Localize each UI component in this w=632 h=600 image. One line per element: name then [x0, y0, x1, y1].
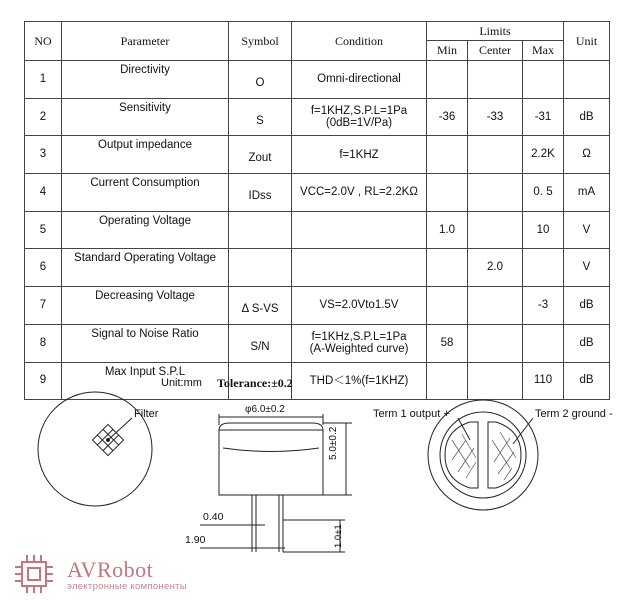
filter-label: Filter	[134, 408, 159, 420]
row-no: 2	[25, 98, 62, 136]
row-max: 2.2K	[523, 136, 564, 174]
row-no: 3	[25, 136, 62, 174]
row-max: 10	[523, 211, 564, 249]
tolerance-label: Tolerance:±0.2	[217, 376, 293, 390]
row-min: 1.0	[427, 211, 468, 249]
row-symbol: Δ S-VS	[229, 287, 292, 325]
row-parameter-text: Standard Operating Voltage	[74, 252, 216, 265]
term2-label: Term 2 ground -	[535, 408, 613, 420]
header-min: Min	[427, 41, 468, 61]
row-parameter-text: Max Input S.P.L	[104, 365, 186, 378]
row-no: 5	[25, 211, 62, 249]
row-condition-line1: f=1KHZ,S.P.L=1Pa	[310, 105, 408, 118]
row-parameter-text: Decreasing Voltage	[95, 290, 195, 303]
header-no: NO	[25, 22, 62, 61]
row-unit: Ω	[564, 136, 610, 174]
row-min: -36	[427, 98, 468, 136]
term1-label: Term 1 output +	[373, 408, 450, 420]
row-unit: dB	[564, 324, 610, 362]
row-condition-line2: (A-Weighted curve)	[309, 343, 409, 356]
logo-subtitle: электронные компоненты	[67, 581, 187, 592]
diameter-dimension: φ6.0±0.2	[245, 404, 285, 415]
row-no: 9	[25, 362, 62, 400]
row-condition-line1: VS=2.0Vto1.5V	[319, 299, 399, 312]
header-center: Center	[468, 41, 523, 61]
row-no: 8	[25, 324, 62, 362]
row-symbol: S	[229, 98, 292, 136]
row-parameter-text: Directivity	[120, 64, 170, 76]
row-condition-line2: (0dB=1V/Pa)	[325, 117, 393, 130]
row-condition-line1: VCC=2.0V , RL=2.2KΩ	[300, 186, 418, 199]
height-dimension: 5.0±0.2	[328, 426, 339, 460]
row-parameter-text: Signal to Noise Ratio	[91, 327, 199, 340]
row-unit: V	[564, 249, 610, 287]
header-limits: Limits	[427, 22, 564, 41]
row-unit: dB	[564, 362, 610, 400]
chip-icon	[12, 552, 56, 596]
row-parameter-text: Sensitivity	[119, 101, 171, 114]
header-symbol: Symbol	[229, 22, 292, 61]
row-max: -3	[523, 287, 564, 325]
row-max: -31	[523, 98, 564, 136]
header-max: Max	[523, 41, 564, 61]
row-max: 0. 5	[523, 174, 564, 212]
row-condition-line1: f=1KHZ	[339, 148, 379, 161]
pin-width-dimension: 0.40	[203, 511, 224, 523]
header-condition: Condition	[292, 22, 427, 61]
unit-label: Unit:mm	[161, 377, 202, 389]
pin-length-dimension: 1.0±1	[333, 524, 344, 548]
row-no: 1	[25, 61, 62, 99]
header-unit: Unit	[564, 22, 610, 61]
row-unit: dB	[564, 98, 610, 136]
row-condition-line1: f=1KHz,S.P.L=1Pa	[311, 331, 407, 344]
row-parameter-text: Operating Voltage	[98, 214, 192, 227]
row-no: 4	[25, 174, 62, 212]
row-unit: V	[564, 211, 610, 249]
logo-name: AVRobot	[67, 557, 154, 582]
row-symbol: Zout	[229, 136, 292, 174]
row-min: 58	[427, 324, 468, 362]
row-max: 110	[523, 362, 564, 400]
row-symbol: O	[229, 61, 292, 99]
row-condition-line1: Omni-directional	[317, 73, 401, 86]
header-parameter: Parameter	[62, 22, 229, 61]
row-condition-line1: THD＜1%(f=1KHZ)	[309, 374, 409, 387]
row-no: 6	[25, 249, 62, 287]
row-symbol: S/N	[229, 324, 292, 362]
row-symbol: IDss	[229, 174, 292, 212]
row-unit: dB	[564, 287, 610, 325]
row-no: 7	[25, 287, 62, 325]
row-center: -33	[468, 98, 523, 136]
row-center: 2.0	[468, 249, 523, 287]
row-parameter-text: Output impedance	[98, 139, 192, 152]
pin-pitch-dimension: 1.90	[185, 534, 206, 546]
row-unit: mA	[564, 174, 610, 212]
row-parameter-text: Current Consumption	[90, 177, 200, 190]
